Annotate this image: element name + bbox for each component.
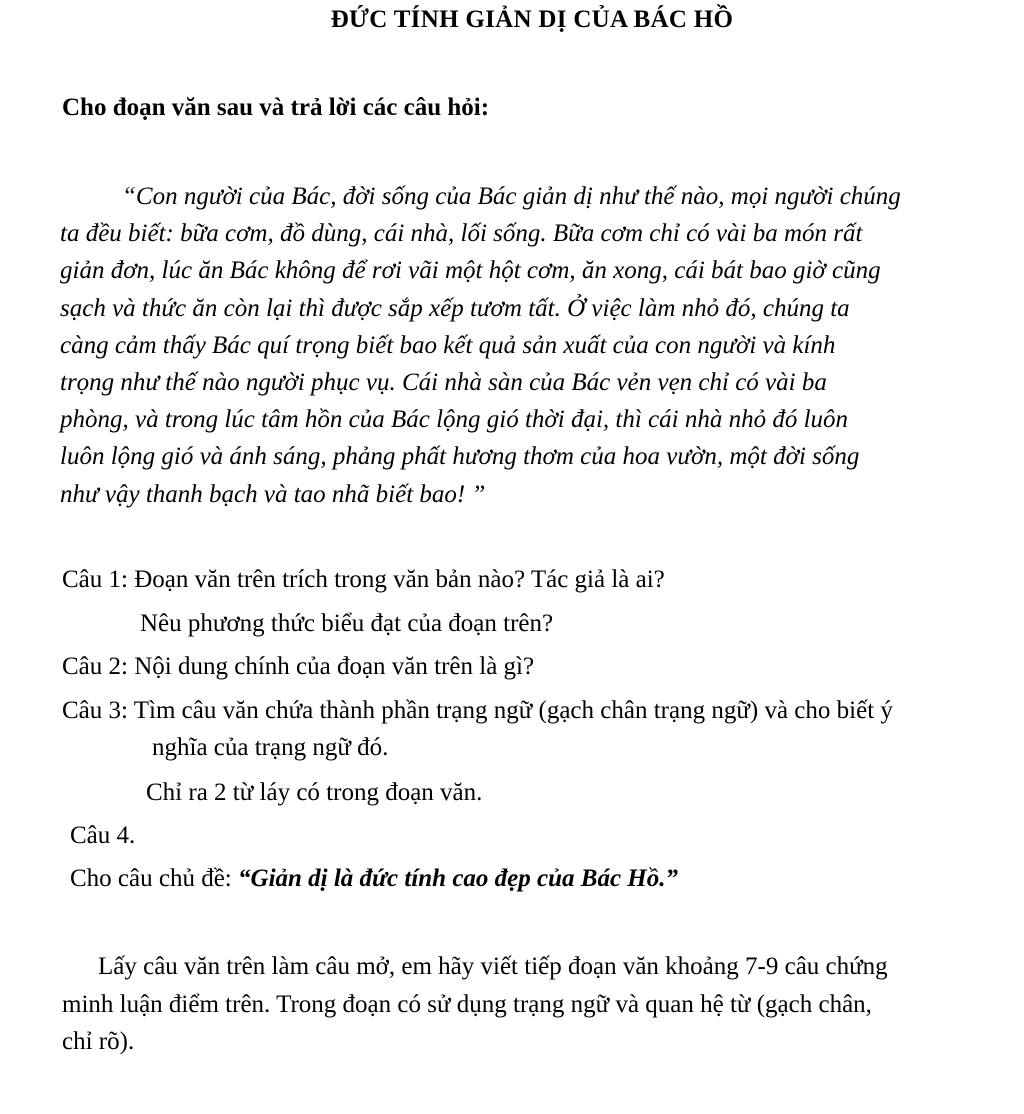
passage-line: giản đơn, lúc ăn Bác không để rơi vãi một hột cơm, ăn xong, cái bát bao giờ cũng — [60, 257, 881, 285]
question-4-label: Câu 4. — [70, 822, 136, 849]
task-line: chỉ rõ). — [62, 1028, 135, 1055]
task-line: minh luận điểm trên. Trong đoạn có sử dụng trạng ngữ và quan hệ từ (gạch chân, — [62, 990, 872, 1018]
question-1-line-1: Câu 1: Đoạn văn trên trích trong văn bản nào? Tác giả là ai? — [62, 566, 665, 593]
quoted-passage — [60, 178, 1005, 513]
passage-line: phòng, và trong lúc tâm hồn của Bác lộng gió thời đại, thì cái nhà nhỏ đó luôn — [60, 406, 849, 434]
question-3-line-1: Câu 3: Tìm câu văn chứa thành phần trạng ngữ (gạch chân trạng ngữ) và cho biết ý — [62, 697, 893, 724]
task-line: Lấy câu văn trên làm câu mở, em hãy viết tiếp đoạn văn khoảng 7-9 câu chứng — [98, 953, 888, 980]
passage-line: càng cảm thấy Bác quí trọng biết bao kết quả sản xuất của con người và kính — [60, 331, 836, 359]
writing-task — [62, 948, 1002, 1061]
topic-sentence: “Giản dị là đức tính cao đẹp của Bác Hồ.” — [238, 865, 678, 892]
passage-line: như vậy thanh bạch và tao nhã biết bao! ” — [60, 480, 486, 508]
question-2: Câu 2: Nội dung chính của đoạn văn trên là gì? — [62, 653, 535, 680]
question-3-line-3: Chỉ ra 2 từ láy có trong đoạn văn. — [146, 779, 483, 806]
instruction-heading: Cho đoạn văn sau và trả lời các câu hỏi: — [62, 94, 490, 121]
passage-line: “Con người của Bác, đời sống của Bác giản dị như thế nào, mọi người chúng — [122, 183, 901, 210]
passage-line: luôn lộng gió và ánh sáng, phảng phất hương thơm của hoa vườn, một đời sống — [60, 443, 860, 471]
passage-line: sạch và thức ăn còn lại thì được sắp xếp tươm tất. Ở việc làm nhỏ đó, chúng ta — [60, 294, 850, 322]
question-3-line-2: nghĩa của trạng ngữ đó. — [152, 734, 389, 761]
document-title: ĐỨC TÍNH GIẢN DỊ CỦA BÁC HỒ — [330, 6, 734, 33]
question-4-prompt — [70, 865, 678, 893]
question-1-line-2: Nêu phương thức biểu đạt của đoạn trên? — [140, 610, 554, 637]
passage-line: trọng như thế nào người phục vụ. Cái nhà sàn của Bác vẻn vẹn chỉ có vài ba — [60, 369, 827, 397]
passage-line: ta đều biết: bữa cơm, đồ dùng, cái nhà, lối sống. Bữa cơm chỉ có vài ba món rất — [60, 220, 863, 248]
question-4-prompt-prefix: Cho câu chủ đề: — [70, 865, 239, 892]
